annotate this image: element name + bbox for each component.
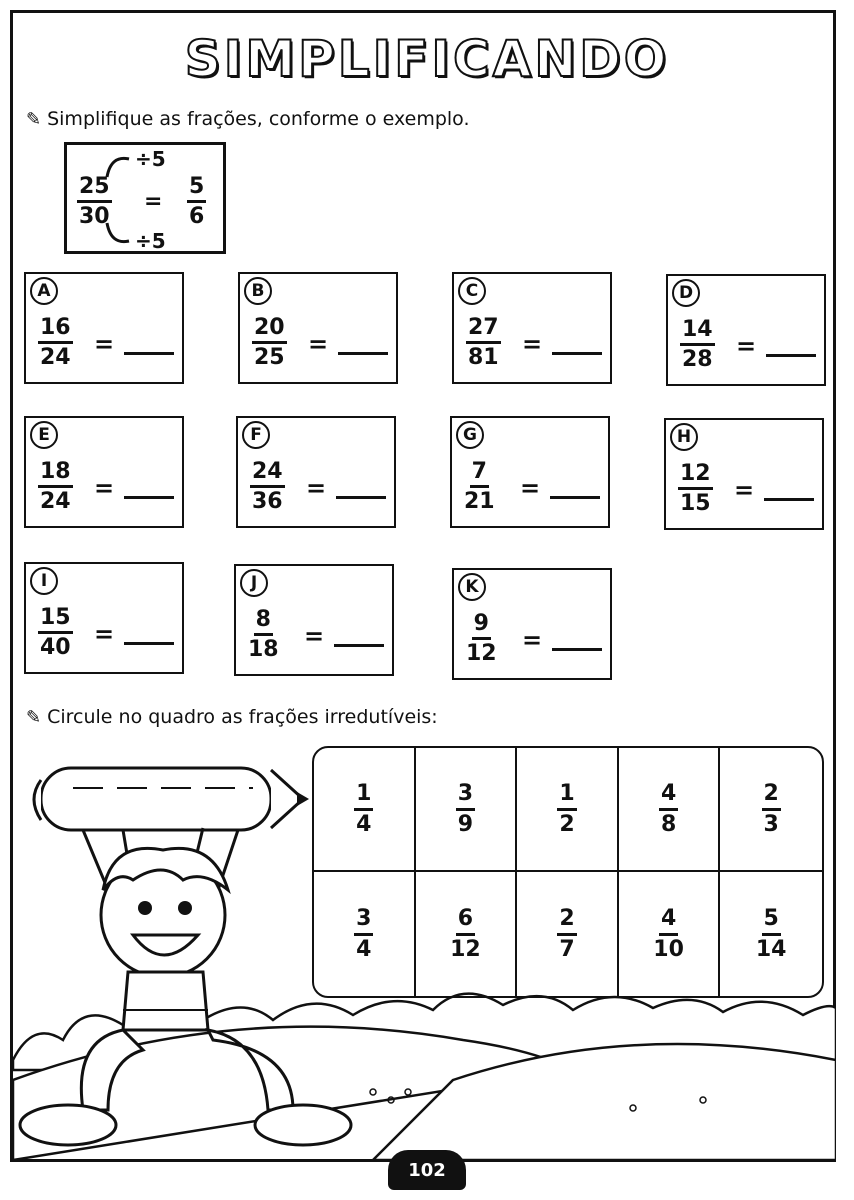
exercise-equals: = (94, 330, 115, 358)
exercise-letter: B (244, 277, 272, 305)
pencil-icon: ✎ (26, 706, 42, 728)
exercise-box-j (234, 564, 394, 676)
example-result-denominator: 6 (189, 204, 205, 230)
grid-fraction (354, 907, 373, 960)
exercise-box-a (24, 272, 184, 384)
exercise-fraction (464, 460, 495, 513)
exercise-letter: E (30, 421, 58, 449)
grid-cell[interactable] (314, 748, 416, 872)
answer-blank[interactable] (766, 354, 816, 357)
pencil-icon: ✎ (26, 108, 42, 130)
exercise-box-e (24, 416, 184, 528)
exercise-box-g (450, 416, 610, 528)
exercise-denominator: 15 (680, 491, 711, 517)
grid-cell[interactable] (314, 872, 416, 996)
exercise-fraction (38, 460, 73, 513)
irreducible-fractions-grid (312, 746, 824, 998)
exercise-box-i (24, 562, 184, 674)
exercise-numerator: 18 (38, 460, 73, 488)
instruction-simplify-text: Simplifique as frações, conforme o exemplo. (47, 108, 470, 130)
grid-cell[interactable] (416, 872, 518, 996)
exercise-equals: = (308, 330, 329, 358)
exercise-fraction (466, 316, 501, 369)
divisor-top: ÷5 (135, 147, 166, 171)
exercise-equals: = (520, 474, 541, 502)
exercise-numerator: 14 (680, 318, 715, 346)
exercise-denominator: 24 (40, 489, 71, 515)
answer-blank[interactable] (764, 498, 814, 501)
exercise-fraction (38, 316, 73, 369)
exercise-box-b (238, 272, 398, 384)
exercise-numerator: 24 (250, 460, 285, 488)
example-denominator: 30 (79, 204, 110, 230)
exercise-denominator: 12 (466, 641, 497, 667)
grid-numerator: 1 (557, 782, 576, 810)
grid-denominator: 8 (660, 811, 677, 837)
exercise-numerator: 12 (678, 462, 713, 490)
exercise-denominator: 18 (248, 637, 279, 663)
grid-denominator: 4 (356, 936, 372, 962)
exercise-equals: = (306, 474, 327, 502)
grid-denominator: 3 (763, 811, 779, 837)
grid-cell[interactable] (517, 872, 619, 996)
exercise-equals: = (522, 330, 543, 358)
example-numerator: 25 (77, 175, 112, 203)
grid-numerator: 2 (557, 907, 576, 935)
grid-fraction (762, 782, 781, 835)
grid-numerator: 6 (456, 907, 475, 935)
exercise-numerator: 7 (470, 460, 489, 488)
answer-blank[interactable] (552, 352, 602, 355)
exercise-fraction (248, 608, 279, 661)
exercise-letter: J (240, 569, 268, 597)
grid-numerator: 1 (354, 782, 373, 810)
exercise-denominator: 21 (464, 489, 495, 515)
divisor-bottom: ÷5 (135, 229, 166, 253)
exercise-denominator: 40 (40, 635, 71, 661)
answer-blank[interactable] (334, 644, 384, 647)
page-title: SIMPLIFICANDO (184, 30, 670, 88)
grid-cell[interactable] (619, 872, 721, 996)
example-fraction (77, 175, 112, 228)
exercise-box-h (664, 418, 824, 530)
grid-numerator: 2 (762, 782, 781, 810)
exercise-box-k (452, 568, 612, 680)
grid-denominator: 4 (356, 811, 372, 837)
exercise-numerator: 8 (254, 608, 273, 636)
grid-fraction (557, 907, 576, 960)
grid-denominator: 7 (559, 936, 575, 962)
grid-denominator: 14 (755, 936, 787, 962)
example-box (64, 142, 226, 254)
exercise-fraction (38, 606, 73, 659)
exercise-equals: = (304, 622, 325, 650)
answer-blank[interactable] (124, 352, 174, 355)
exercise-equals: = (522, 626, 543, 654)
answer-blank[interactable] (550, 496, 600, 499)
answer-blank[interactable] (124, 496, 174, 499)
exercise-fraction (680, 318, 715, 371)
grid-fraction (557, 782, 576, 835)
exercise-box-d (666, 274, 826, 386)
exercise-fraction (252, 316, 287, 369)
grid-cell[interactable] (416, 748, 518, 872)
grid-denominator: 10 (653, 936, 684, 962)
exercise-fraction (250, 460, 285, 513)
exercise-equals: = (94, 474, 115, 502)
exercise-equals: = (734, 476, 755, 504)
exercise-equals: = (736, 332, 757, 360)
grid-fraction (659, 782, 678, 835)
grid-cell[interactable] (517, 748, 619, 872)
instruction-simplify (26, 108, 470, 130)
example-equals: = (144, 189, 163, 214)
grid-numerator: 4 (659, 907, 678, 935)
grid-cell[interactable] (619, 748, 721, 872)
exercise-numerator: 20 (252, 316, 287, 344)
answer-blank[interactable] (336, 496, 386, 499)
exercise-letter: K (458, 573, 486, 601)
exercise-box-c (452, 272, 612, 384)
exercise-fraction (466, 612, 497, 665)
exercise-denominator: 25 (254, 345, 285, 371)
exercise-letter: F (242, 421, 270, 449)
grid-numerator: 3 (354, 907, 373, 935)
grid-denominator: 9 (457, 811, 474, 837)
exercise-numerator: 27 (466, 316, 501, 344)
instruction-circle-text: Circule no quadro as frações irredutíveis: (47, 706, 438, 728)
grid-fraction (354, 782, 373, 835)
grid-numerator: 3 (456, 782, 475, 810)
instruction-circle (26, 706, 438, 728)
exercise-denominator: 24 (40, 345, 71, 371)
example-result-numerator: 5 (187, 175, 206, 203)
grid-cell[interactable] (720, 872, 822, 996)
grid-cell[interactable] (720, 748, 822, 872)
answer-blank[interactable] (124, 642, 174, 645)
exercise-numerator: 16 (38, 316, 73, 344)
exercise-denominator: 81 (468, 345, 499, 371)
grid-fraction (450, 907, 481, 960)
answer-blank[interactable] (552, 648, 602, 651)
answer-blank[interactable] (338, 352, 388, 355)
exercise-numerator: 15 (38, 606, 73, 634)
exercise-box-f (236, 416, 396, 528)
grid-fraction (756, 907, 787, 960)
grid-denominator: 2 (559, 811, 575, 837)
example-result-fraction (187, 175, 206, 228)
page-number: 102 (388, 1150, 466, 1190)
grid-fraction (653, 907, 684, 960)
exercise-letter: G (456, 421, 484, 449)
exercise-denominator: 36 (252, 489, 283, 515)
grid-numerator: 5 (762, 907, 781, 935)
exercise-letter: D (672, 279, 700, 307)
exercise-denominator: 28 (682, 347, 713, 373)
grid-fraction (456, 782, 475, 835)
grid-numerator: 4 (659, 782, 678, 810)
exercise-letter: H (670, 423, 698, 451)
exercise-numerator: 9 (472, 612, 491, 640)
exercise-equals: = (94, 620, 115, 648)
exercise-fraction (678, 462, 713, 515)
exercise-letter: C (458, 277, 486, 305)
grid-denominator: 12 (450, 936, 481, 962)
exercise-letter: A (30, 277, 58, 305)
exercise-letter: I (30, 567, 58, 595)
